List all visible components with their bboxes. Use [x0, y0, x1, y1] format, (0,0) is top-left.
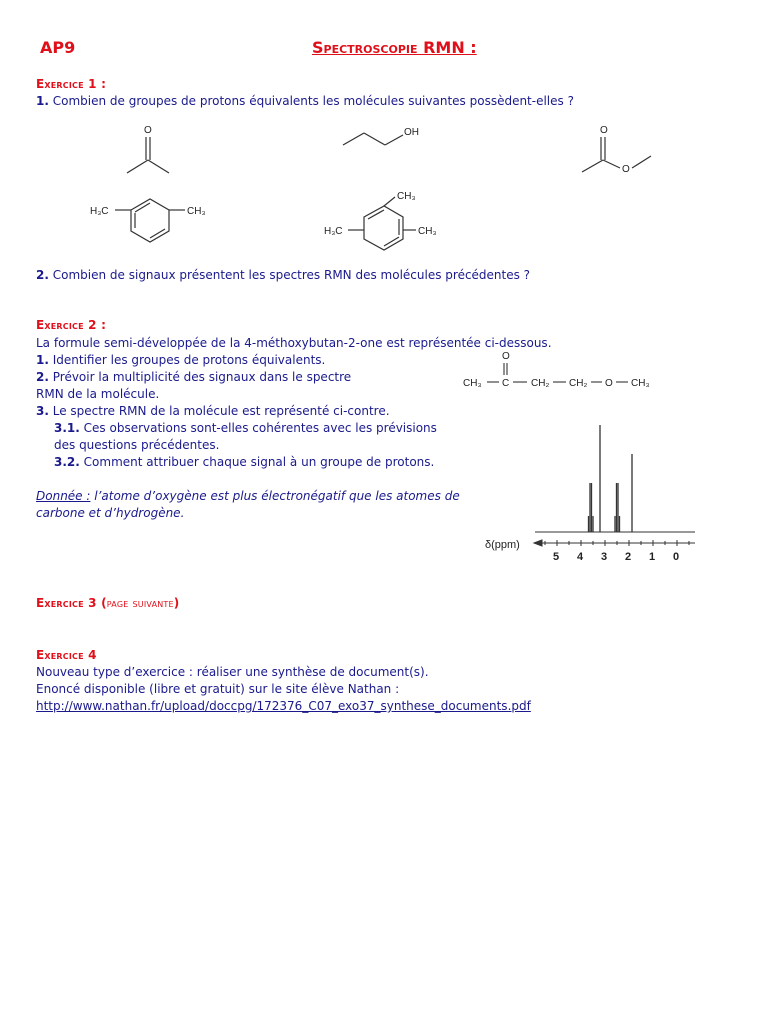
exercise-4-line-3 [36, 698, 531, 715]
exercise-2-question-1 [36, 352, 325, 369]
exercise-3-close: ) [173, 596, 180, 610]
formula-ether-oxygen: O [605, 378, 613, 389]
exercise-2-question-3-1 [54, 420, 437, 437]
trimethylbenzene-left-methyl-label: H₃C [324, 226, 343, 237]
ppm-axis-label: δ(ppm) [485, 539, 520, 551]
nmr-spectrum [485, 415, 710, 565]
exercise-2-question-3-2 [54, 454, 434, 471]
exercise-3-word: Exercice [36, 596, 84, 610]
formula-carbonyl-oxygen: O [502, 351, 510, 362]
question-text: Comment attribuer chaque signal à un groupe de protons. [83, 455, 435, 469]
exercise-4-heading [36, 648, 97, 662]
exercise-3-heading [36, 596, 179, 610]
propanol-molecule [343, 133, 403, 145]
exercise-4-word: Exercice [36, 648, 84, 662]
exercise-3-note: page suivante [106, 596, 174, 610]
exercise-2-question-2 [36, 369, 351, 386]
exercise-3-number: 3 ( [88, 596, 107, 610]
ppm-tick-label: 4 [577, 551, 584, 563]
ppm-tick-label: 5 [553, 551, 560, 563]
formula-ch3-right: CH₃ [631, 378, 650, 389]
question-text: Ces observations sont-elles cohérentes avec les prévisions [83, 421, 437, 435]
exercise-1-number: 1 : [88, 77, 107, 91]
acetone-molecule [127, 137, 169, 173]
exercise-1-question-2 [36, 267, 530, 284]
formula-carbon: C [502, 378, 510, 389]
page-code: AP9 [40, 38, 76, 57]
exercise-2-intro: La formule semi-développée de la 4-méthoxybutan-2-one est représentée ci-dessous. [36, 336, 552, 350]
question-text: Combien de signaux présentent les spectres RMN des molécules précédentes ? [52, 268, 531, 282]
methoxybutanone-formula [455, 345, 665, 390]
spectrum-peaks [589, 425, 633, 532]
propanol-oh-label: OH [404, 127, 419, 138]
formula-ch2-second: CH₂ [569, 378, 588, 389]
question-text: Prévoir la multiplicité des signaux dans le spectre [52, 370, 352, 384]
ester-carbonyl-oxygen-label: O [600, 125, 608, 136]
question-number: 3.2. [54, 455, 80, 469]
exercise-2-data-note [36, 488, 460, 505]
ppm-tick-label: 2 [625, 551, 632, 563]
exercise-2-number: 2 : [88, 318, 107, 332]
exercise-2-question-3-1-cont: des questions précédentes. [54, 438, 220, 452]
question-number: 3. [36, 404, 49, 418]
ester-oxygen-label: O [622, 164, 630, 175]
xylene-molecule [115, 199, 185, 242]
xylene-left-methyl-label: H₃C [90, 206, 109, 217]
question-text: Identifier les groupes de protons équivalents. [52, 353, 326, 367]
data-note-label: Donnée : [36, 489, 91, 503]
exercise-1-molecules [0, 115, 768, 255]
ppm-tick-label: 0 [673, 551, 680, 563]
ppm-tick-label: 1 [649, 551, 656, 563]
formula-ch3-left: CH₃ [463, 378, 482, 389]
exercise-1-question-1 [36, 93, 574, 110]
exercise-4-line-2: Enoncé disponible (libre et gratuit) sur le site élève Nathan : [36, 682, 400, 696]
ppm-tick-label: 3 [601, 551, 608, 563]
page-title: Spectroscopie RMN : [312, 38, 477, 57]
question-number: 3.1. [54, 421, 80, 435]
exercise-4-line-1: Nouveau type d’exercice : réaliser une synthèse de document(s). [36, 665, 429, 679]
trimethylbenzene-molecule [348, 197, 416, 250]
exercise-2-word: Exercice [36, 318, 84, 332]
acetone-oxygen-label: O [144, 125, 152, 136]
exercise-1-heading [36, 77, 106, 91]
exercise-1-word: Exercice [36, 77, 84, 91]
exercise-2-data-note-cont: carbone et d’hydrogène. [36, 506, 185, 520]
trimethylbenzene-top-methyl-label: CH₃ [397, 191, 416, 202]
question-text: Combien de groupes de protons équivalents les molécules suivantes possèdent-elles ? [52, 94, 574, 108]
xylene-right-methyl-label: CH₃ [187, 206, 206, 217]
exercise-2-heading [36, 318, 106, 332]
question-number: 1. [36, 94, 49, 108]
ppm-axis-arrow [534, 540, 542, 546]
question-number: 2. [36, 370, 49, 384]
exercise-4-number: 4 [88, 648, 97, 662]
trimethylbenzene-right-methyl-label: CH₃ [418, 226, 437, 237]
data-note-text: l’atome d’oxygène est plus électronégatif que les atomes de [94, 489, 460, 503]
methyl-acetate-molecule [582, 137, 651, 172]
exercise-2-question-2-cont: RMN de la molécule. [36, 387, 160, 401]
exercise-2-question-3 [36, 403, 390, 420]
formula-ch2-first: CH₂ [531, 378, 550, 389]
question-text: Le spectre RMN de la molécule est représenté ci-contre. [52, 404, 390, 418]
question-number: 1. [36, 353, 49, 367]
question-number: 2. [36, 268, 49, 282]
nathan-document-link[interactable]: http://www.nathan.fr/upload/doccpg/172376_C07_exo37_synthese_documents.pdf [36, 699, 531, 713]
